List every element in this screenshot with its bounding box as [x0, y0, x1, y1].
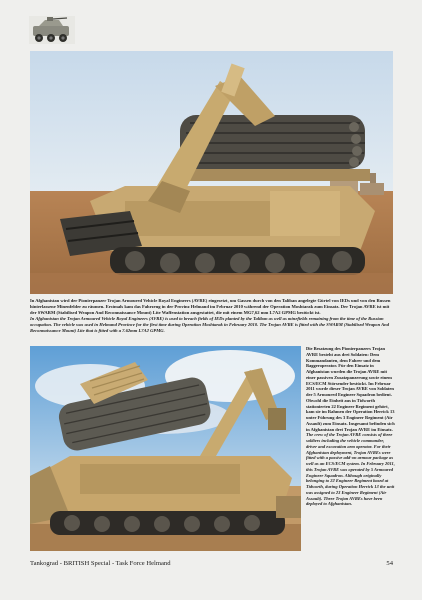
caption-german: In Afghanistan wird der Pionierpanzer Trojan Armoured Vehicle Royal Engineers (AVRE) eingesetzt, um Gassen durch von den Taliban angelegte Gürtel von IEDs und von den Russen hinterlassene Minenfelder zu räumen. Erstmals kam das Fahrzeug in der Provinz Helmand im Februar 2010 während der Operation Moshtarak zum Einsatz. Der Trojan AVRE ist mit der SWARM (Stabilised Weapon And Reconnaissance Mount) Lite Waffenstation ausgestattet, die mit einem MG7,62 mm L7A2 GPMG bestückt ist. — [30, 298, 391, 315]
page-number: 54 — [386, 560, 393, 567]
trojan-avre-photo-bottom — [30, 346, 301, 551]
caption-english: In Afghanistan the Trojan Armoured Vehicle Royal Engineers (AVRE) is used to breach fields of IEDs planted by the Taliban as well as minefields remaining from the time of the Russian occupation. The vehicle was used in Helmand Province for the first time during Operation Moshtarak in February 2010. The Trojan AVRE is fitted with the SWARM (Stabilised Weapon And Reconnaissance Mount) Lite that is fitted with a 7.62mm L7A2 GPMG. — [30, 315, 390, 333]
side-text-german: Die Besatzung des Pionierpanzers Trojan AVRE besteht aus drei Soldaten: Dem Kommandanten, dem Fahrer und dem Baggeroperator. Für den Einsatz in Afghanistan wurden die Trojan AVRE mit einer passiven Zusatzpanzerung sowie einem ECS/ECM Störsender bestückt. Im Februar 2011 wurde dieser Trojan AVRE von Soldaten der 5 Armoured Engineer Squadron bedient. Obwohl die Einheit aus in Tidworth stationierten 22 Engineer Regiment gehört, kam sie im Rahmen der Operation Herrick 13 unter Führung des 3 Engineer Regiment (Air Assault) zum Einsatz. Insgesamt befinden sich in Afghanistan drei Trojan AVRE im Einsatz. — [306, 346, 395, 432]
page-footer — [30, 558, 393, 570]
photo-caption-top — [30, 298, 393, 333]
side-text-column — [306, 346, 396, 507]
footer-title: Tankograd - BRITISH Special - Task Force Helmand — [30, 560, 171, 567]
trojan-avre-photo-top — [30, 51, 393, 294]
vehicle-logo-icon — [27, 12, 77, 48]
side-text-english: The crew of the Trojan AVRE consists of three soldiers including the vehicle commander, driver and excavation arm operator. For their Afghanistan deployment, Trojan AVREs were fitted with a passive add-on armour package as well as an ECS/ECM system. In February 2011, this Trojan AVRE was operated by 5 Armoured Engineer Squadron. Although originally belonging to 22 Engineer Regiment based at Tidworth, during Operation Herrick 13 the unit was assigned to 23 Engineer Regiment (Air Assault). Three Trojan AVREs have been deployed to Afghanistan. — [306, 432, 395, 507]
